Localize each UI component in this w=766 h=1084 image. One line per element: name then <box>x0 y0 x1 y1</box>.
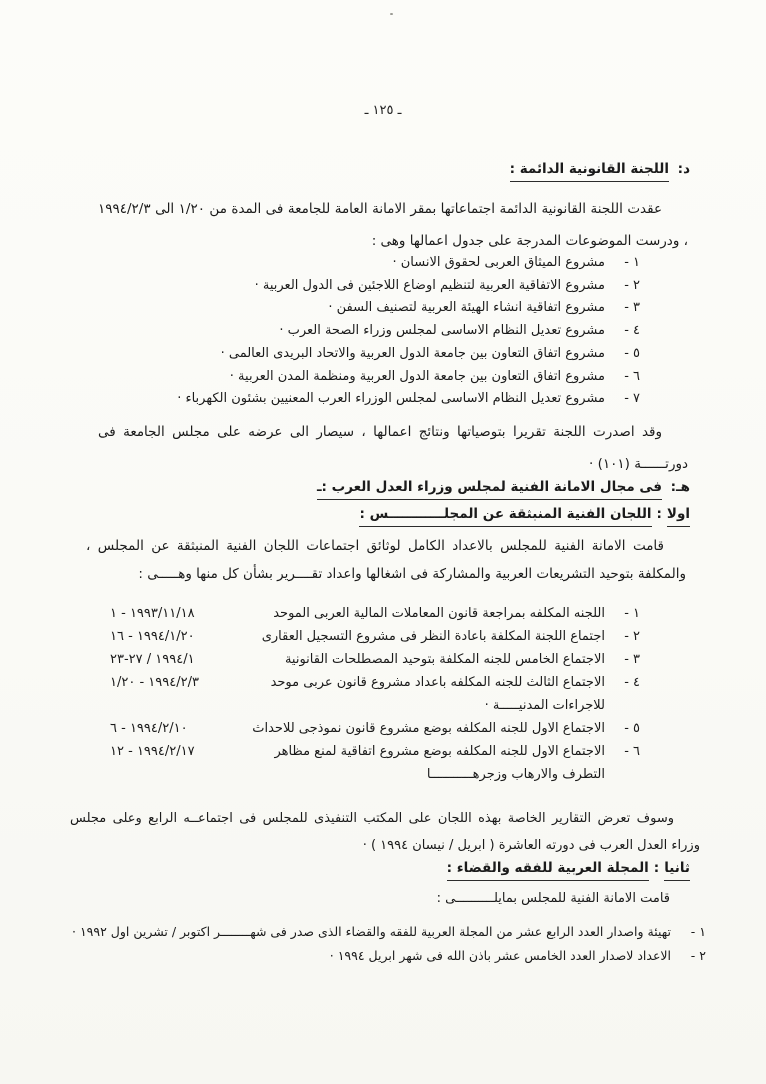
meeting-row <box>96 625 640 648</box>
page-number: ـ ١٢٥ ـ <box>364 103 402 118</box>
agenda-item <box>110 388 640 411</box>
section-h-title: فى مجال الامانة الفنية لمجلس وزراء العدل العرب :ـ <box>317 479 662 500</box>
meeting-text: اللجنه المكلفه بمراجعة قانون المعاملات المالية العربى الموحد <box>273 606 605 621</box>
item-text: مشروع تعديل النظام الاساسى لمجلس الوزراء العرب المعنيين بشئون الكهرباء · <box>177 391 605 407</box>
item-text: مشروع تعديل النظام الاساسى لمجلس وزراء الصحة العرب · <box>279 323 605 339</box>
meeting-text: الاجتماع الاول للجنه المكلفه بوضع مشروع اتفاقية لمنع مظاهر التطرف والارهاب وزجرهـــــــــــا <box>274 744 605 782</box>
item-number: ١ - <box>624 606 640 621</box>
meeting-text: الاجتماع الثالث للجنه المكلفه باعداد مشروع قانون عربى موحد للاجراءات المدنيـــــة · <box>270 675 605 713</box>
first-title: اللجان الفنية المنبثقة عن المجلــــــــــــس : <box>359 506 651 527</box>
item-number: ٥ - <box>624 721 640 736</box>
second-separator: : <box>653 860 660 876</box>
first-separator: : <box>656 506 662 522</box>
second-title: المجلة العربية للفقه والقضاء : <box>447 860 649 881</box>
section-h-intro: قامت الامانة الفنية للمجلس بالاعداد الكامل لوثائق اجتماعات اللجان الفنية المنبثقة عن المجلس ، والمكلفة بتوحيد التشريعات العربية والمشاركة فى اشغالها واعداد تقــــرير بشأن كل منها وهـــــى : <box>86 538 686 582</box>
section-d-heading <box>510 161 690 177</box>
agenda-item <box>110 297 640 320</box>
section-h-heading <box>317 479 690 495</box>
meeting-text: اجتماع اللجنة المكلفة باعادة النظر فى مشروع التسجيل العقارى <box>261 629 605 644</box>
agenda-item <box>110 320 640 343</box>
item-number: ١ - <box>624 255 640 270</box>
meeting-row <box>96 740 640 786</box>
agenda-item <box>110 343 640 366</box>
agenda-item <box>110 252 640 275</box>
meeting-date: ١٩٩٣/١١/١٨ - ١ <box>110 606 195 621</box>
meeting-row <box>96 648 640 671</box>
journal-actions-list <box>70 920 706 967</box>
section-d-intro: عقدت اللجنة القانونية الدائمة اجتماعاتها بمقر الامانة العامة للجامعة فى المدة من ١/٢٠ الى ١٩٩٤/٢/٣ ، ودرست الموضوعات المدرجة على جدول اعمالها وهى : <box>98 201 688 249</box>
section-second-intro: قامت الامانة الفنية للمجلس بمايلــــــــــى : <box>436 891 670 906</box>
item-number: ٢ - <box>624 277 640 293</box>
section-h-first-subheading <box>359 506 690 522</box>
section-second-heading <box>447 860 690 876</box>
section-d-title: اللجنة القانونية الدائمة : <box>510 161 669 182</box>
item-text: الاعداد لاصدار العدد الخامس عشر باذن الله فى شهر ابريل ١٩٩٤ · <box>329 947 671 963</box>
item-text: مشروع الميثاق العربى لحقوق الانسان · <box>392 255 605 270</box>
meeting-date: ١٩٩٤/٢/٣ - ١/٢٠ <box>110 675 199 690</box>
meeting-row <box>96 602 640 625</box>
section-d-closing: وقد اصدرت اللجنة تقريرا بتوصياتها ونتائج اعمالها ، سيصار الى عرضه على مجلس الجامعة فى دورتــــــة (١٠١) · <box>98 424 688 472</box>
section-d-agenda-list <box>110 252 640 411</box>
item-text: مشروع اتفاقية انشاء الهيئة العربية لتصنيف السفن · <box>328 300 605 316</box>
item-number: ٦ - <box>624 368 640 384</box>
item-number: ٢ - <box>690 947 706 963</box>
item-number: ٥ - <box>624 345 640 361</box>
second-label: ثانيا <box>664 860 690 881</box>
meeting-row <box>96 717 640 740</box>
meeting-date: ١٩٩٤/٢/١٠ - ٦ <box>110 721 188 736</box>
item-number: ١ - <box>690 924 706 939</box>
committee-meetings-list <box>96 602 640 786</box>
item-number: ٣ - <box>624 652 640 667</box>
item-text: مشروع اتفاق التعاون بين جامعة الدول العربية ومنظمة المدن العربية · <box>229 368 605 384</box>
first-label: اولا <box>667 506 690 527</box>
item-number: ٦ - <box>624 744 640 759</box>
item-number: ٣ - <box>624 300 640 316</box>
section-d-letter: د: <box>677 161 690 177</box>
item-text: تهيئة واصدار العدد الرابع عشر من المجلة العربية للفقه والقضاء الذى صدر فى شهــــــــر اكتوبر / تشرين اول ١٩٩٢ · <box>71 924 671 939</box>
item-number: ٢ - <box>624 629 640 644</box>
meeting-text: الاجتماع الاول للجنه المكلفه بوضع مشروع قانون نموذجى للاحداث <box>252 721 605 736</box>
scan-artifact-dot <box>390 13 393 15</box>
agenda-item <box>110 275 640 298</box>
item-number: ٤ - <box>624 323 640 339</box>
section-h-closing: وسوف تعرض التقارير الخاصة بهذه اللجان على المكتب التنفيذى للمجلس فى اجتماعــه الرابع وعلى مجلس وزراء العدل العرب فى دورته العاشرة ( ابريل / نيسان ١٩٩٤ ) · <box>70 811 700 853</box>
meeting-date: ١٩٩٤/٢/١٧ - ١٢ <box>110 744 195 759</box>
meeting-text: الاجتماع الخامس للجنه المكلفة بتوحيد المصطلحات القانونية <box>284 652 605 667</box>
section-h-letter: هـ: <box>670 479 690 495</box>
item-number: ٤ - <box>624 675 640 690</box>
item-text: مشروع اتفاق التعاون بين جامعة الدول العربية والاتحاد البريدى العالمى · <box>220 345 605 361</box>
journal-item <box>70 920 706 944</box>
journal-item <box>70 944 706 968</box>
meeting-date: ١٩٩٤/١ / ٢٧-٢٣ <box>110 652 195 667</box>
meeting-date: ١٩٩٤/١/٢٠ - ١٦ <box>110 629 195 644</box>
meeting-row <box>96 671 640 717</box>
agenda-item <box>110 366 640 389</box>
item-text: مشروع الاتفاقية العربية لتنظيم اوضاع اللاجئين فى الدول العربية · <box>254 277 605 293</box>
item-number: ٧ - <box>624 391 640 407</box>
